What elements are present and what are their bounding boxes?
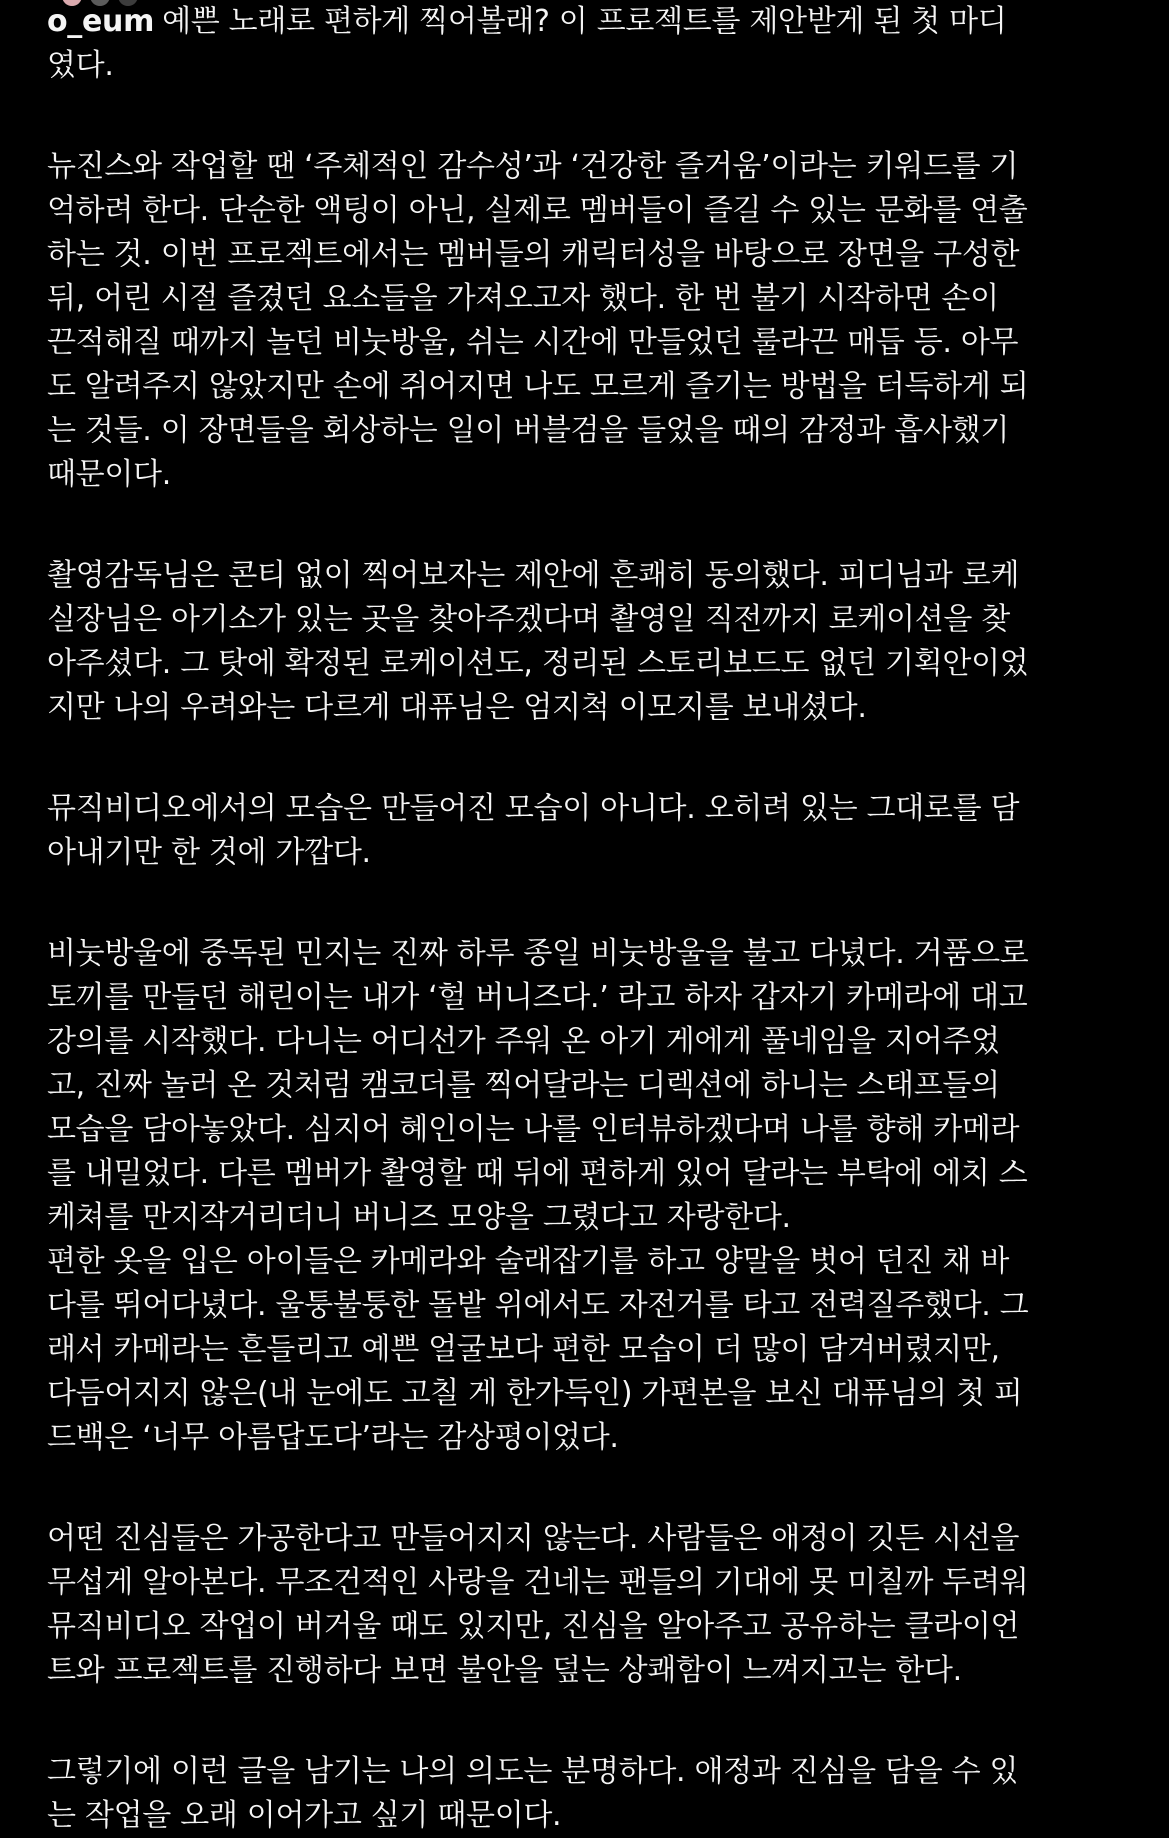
caption-paragraph: 어떤 진심들은 가공한다고 만들어지지 않는다. 사람들은 애정이 깃든 시선을 무섭게 알아본다. 무조건적인 사랑을 건네는 팬들의 기대에 못 미칠까 두려워 뮤직비디오 작업이 버거울 때도 있지만, 진심을 알아주고 공유하는 클라이언 트와 프로젝트를 진행하다 보면 불안을 덮는 상쾌함이 느껴지고는 한다. [47,1521,1029,1688]
post-caption [47,0,1127,1838]
paragraph-gap [47,1693,1127,1750]
paragraph-gap [47,497,1127,554]
caption-paragraph: 뉴진스와 작업할 땐 ‘주체적인 감수성’과 ‘건강한 즐거움’이라는 키워드를 기 억하려 한다. 단순한 액팅이 아닌, 실제로 멤버들이 즐길 수 있는 문화를 연출 하는 것. 이번 프로젝트에서는 멤버들의 캐릭터성을 바탕으로 장면을 구성한 뒤, 어린 시절 즐겼던 요소들을 가져오고자 했다. 한 번 불기 시작하면 손이 끈적해질 때까지 놀던 비눗방울, 쉬는 시간에 만들었던 룰라끈 매듭 등. 아무 도 알려주지 않았지만 손에 쥐어지면 나도 모르게 즐기는 방법을 터득하게 되 는 것들. 이 장면들을 회상하는 일이 버블검을 들었을 때의 감정과 흡사했기 때문이다. [47,149,1029,492]
paragraph-gap [47,88,1127,145]
intro-text: 예쁜 노래로 편하게 찍어볼래? 이 프로젝트를 제안받게 된 첫 마디 였다. [47,4,1007,83]
username-link[interactable]: o_eum [47,4,155,39]
caption-paragraph: 뮤직비디오에서의 모습은 만들어진 모습이 아니다. 오히려 있는 그대로를 담 아내기만 한 것에 가깝다. [47,791,1020,870]
paragraph-gap [47,730,1127,787]
caption-paragraph: 비눗방울에 중독된 민지는 진짜 하루 종일 비눗방울을 불고 다녔다. 거품으로 토끼를 만들던 해린이는 내가 ‘헐 버니즈다.’ 라고 하자 갑자기 카메라에 대고 강의를 시작했다. 다니는 어디선가 주워 온 아기 게에게 풀네임을 지어주었 고, 진짜 놀러 온 것처럼 캠코더를 찍어달라는 디렉션에 하니는 스태프들의 모습을 담아놓았다. 심지어 혜인이는 나를 인터뷰하겠다며 나를 향해 카메라 를 내밀었다. 다른 멤버가 촬영할 때 뒤에 편하게 있어 달라는 부탁에 에치 스 케쳐를 만지작거리더니 버니즈 모양을 그렸다고 자랑한다. 편한 옷을 입은 아이들은 카메라와 술래잡기를 하고 양말을 벗어 던진 채 바 다를 뛰어다녔다. 울퉁불퉁한 돌밭 위에서도 자전거를 타고 전력질주했다. 그 래서 카메라는 흔들리고 예쁜 얼굴보다 편한 모습이 더 많이 담겨버렸지만, 다듬어지지 않은(내 눈에도 고칠 게 한가득인) 가편본을 보신 대퓨님의 첫 피 드백은 ‘너무 아름답도다’라는 감상평이었다. [47,936,1029,1455]
paragraph-gap [47,875,1127,932]
caption-paragraph: 촬영감독님은 콘티 없이 찍어보자는 제안에 흔쾌히 동의했다. 피디님과 로케 실장님은 아기소가 있는 곳을 찾아주겠다며 촬영일 직전까지 로케이션을 찾 아주셨다. 그 탓에 확정된 로케이션도, 정리된 스토리보드도 없던 기획안이었 지만 나의 우려와는 다르게 대퓨님은 엄지척 이모지를 보내셨다. [47,558,1029,725]
caption-intro [47,0,1127,88]
caption-paragraph: 그렇기에 이런 글을 남기는 나의 의도는 분명하다. 애정과 진심을 담을 수 있 는 작업을 오래 이어가고 싶기 때문이다. [47,1754,1019,1833]
paragraph-gap [47,1460,1127,1517]
